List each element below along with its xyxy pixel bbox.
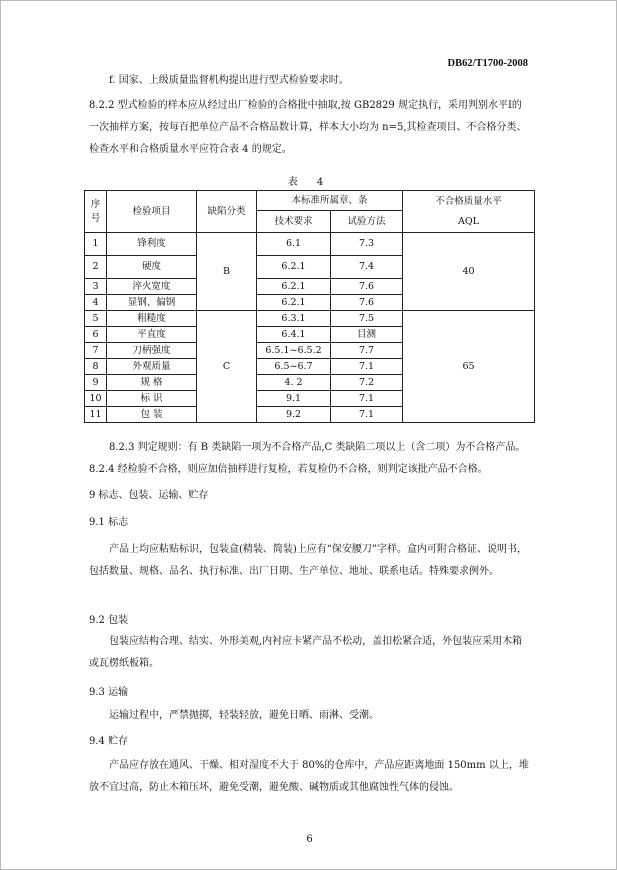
item-f: f. 国家、上级质量监督机构提出进行型式检验要求时。 — [109, 75, 349, 86]
cell-item: 淬火宽度 — [107, 279, 197, 295]
cell-item: 刀柄强度 — [107, 343, 197, 359]
cell-seq: 2 — [85, 256, 107, 279]
cell-test-method: 7.1 — [331, 359, 403, 375]
cell-test-method: 7.4 — [331, 256, 403, 279]
cell-seq: 1 — [85, 233, 107, 256]
section-8-2-2: 8.2.2 型式检验的样本应从经过出厂检验的合格批中抽取,按 GB2829 规定执行，采用判别水平Ⅰ的一次抽样方案，按每百把单位产品不合格品数计算，样本大小均为 n=5,其检查项目、不合格分类、检查水平和合格质量水平应符合表 4 的规定。 — [89, 100, 527, 155]
section-9-1-body: 产品上均应粘贴标识，包装盒(精装、简装)上应有“保安腰刀”字样。盒内可附合格证、说明书，包括数量、规格、品名、执行标准、出厂日期、生产单位、地址、联系电话。特殊要求例外。 — [89, 544, 528, 577]
cell-tech-req: 6.1 — [257, 233, 331, 256]
cell-item: 规 格 — [107, 375, 197, 391]
section-9-title: 9 标志、包装、运输、贮存 — [89, 490, 209, 501]
cell-item: 外观质量 — [107, 359, 197, 375]
cell-defect-class: B — [197, 233, 257, 311]
cell-tech-req: 9.1 — [257, 391, 331, 407]
cell-seq: 11 — [85, 407, 107, 423]
header-clause-group: 本标准所属章、条 — [257, 191, 403, 211]
section-8-2-3: 8.2.3 判定规则：有 B 类缺陷一项为不合格产品,C 类缺陷二项以上（含二项）为不合格产品。 — [109, 442, 526, 453]
cell-item: 粗糙度 — [107, 311, 197, 327]
cell-seq: 5 — [85, 311, 107, 327]
cell-aql: 40 — [403, 233, 535, 311]
section-9-3-body: 运输过程中，严禁抛掷，轻装轻放，避免日晒、雨淋、受潮。 — [109, 710, 379, 721]
cell-test-method: 7.1 — [331, 391, 403, 407]
section-9-3-title: 9.3 运输 — [89, 687, 129, 698]
cell-test-method: 7.5 — [331, 311, 403, 327]
table-4 — [84, 190, 535, 423]
table-caption: 表 4 — [287, 177, 332, 188]
cell-item: 硬度 — [107, 256, 197, 279]
cell-item: 包 装 — [107, 407, 197, 423]
header-tech-req: 技术要求 — [257, 211, 331, 233]
page-number: 6 — [306, 834, 313, 845]
cell-tech-req: 6.2.1 — [257, 295, 331, 311]
cell-defect-class: C — [197, 311, 257, 423]
cell-tech-req: 6.5.1~6.5.2 — [257, 343, 331, 359]
cell-test-method: 7.7 — [331, 343, 403, 359]
section-9-4-body: 产品应存放在通风、干燥、相对湿度不大于 80%的仓库中，产品应距离地面 150mm 以上，堆放不宜过高，防止木箱压坏，避免受潮，避免酸、碱物质或其他腐蚀性气体的侵蚀。 — [89, 760, 529, 793]
section-9-4-title: 9.4 贮存 — [89, 736, 129, 747]
cell-test-method: 7.1 — [331, 407, 403, 423]
cell-item: 标 识 — [107, 391, 197, 407]
standard-number: DB62/T1700-2008 — [447, 58, 528, 69]
cell-seq: 10 — [85, 391, 107, 407]
cell-seq: 8 — [85, 359, 107, 375]
cell-tech-req: 6.2.1 — [257, 279, 331, 295]
cell-seq: 4 — [85, 295, 107, 311]
cell-seq: 7 — [85, 343, 107, 359]
cell-test-method: 7.6 — [331, 295, 403, 311]
header-seq: 序号 — [85, 191, 107, 233]
cell-test-method: 7.2 — [331, 375, 403, 391]
cell-aql: 65 — [403, 311, 535, 423]
cell-test-method: 目测 — [331, 327, 403, 343]
cell-test-method: 7.3 — [331, 233, 403, 256]
section-9-2-body: 包装应结构合理、结实、外形美观,内衬应卡紧产品不松动，盖扣松紧合适，外包装应采用木箱或瓦楞纸板箱。 — [89, 636, 523, 669]
section-9-2-title: 9.2 包装 — [89, 615, 129, 626]
cell-seq: 3 — [85, 279, 107, 295]
header-aql-line2: AQL — [458, 215, 479, 227]
cell-item: 平直度 — [107, 327, 197, 343]
section-9-1-title: 9.1 标志 — [89, 517, 129, 528]
cell-tech-req: 6.4.1 — [257, 327, 331, 343]
cell-tech-req: 9.2 — [257, 407, 331, 423]
cell-tech-req: 4. 2 — [257, 375, 331, 391]
table-row — [85, 311, 535, 327]
header-item: 检验项目 — [107, 191, 197, 233]
cell-item: 显钢、偏钢 — [107, 295, 197, 311]
section-8-2-4: 8.2.4 经检验不合格，则应加倍抽样进行复检，若复检仍不合格，则判定该批产品不合格。 — [89, 464, 488, 475]
cell-test-method: 7.6 — [331, 279, 403, 295]
header-defect-class: 缺陷分类 — [197, 191, 257, 233]
header-test-method: 试验方法 — [331, 211, 403, 233]
cell-seq: 6 — [85, 327, 107, 343]
table-row — [85, 233, 535, 256]
header-aql — [403, 191, 535, 233]
cell-seq: 9 — [85, 375, 107, 391]
cell-item: 锋利度 — [107, 233, 197, 256]
cell-tech-req: 6.2.1 — [257, 256, 331, 279]
header-aql-line1: 不合格质量水平 — [435, 195, 502, 207]
cell-tech-req: 6.5~6.7 — [257, 359, 331, 375]
cell-tech-req: 6.3.1 — [257, 311, 331, 327]
